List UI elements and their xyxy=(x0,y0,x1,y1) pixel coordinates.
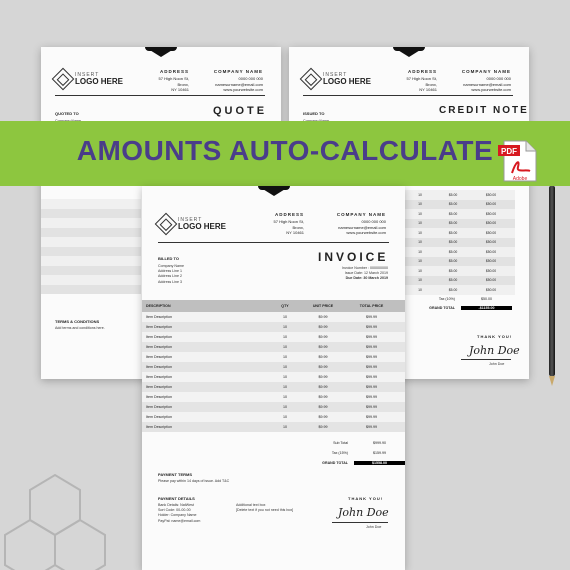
item-total-price: $99.99 xyxy=(366,405,377,409)
item-qty: 10 xyxy=(283,325,287,329)
company-line: www.yourwebsite.com xyxy=(471,87,511,93)
payment-terms-text: Please pay within 14 days of issue. Add T&C xyxy=(158,479,230,483)
payment-line: Holder: Company Name xyxy=(158,513,197,518)
item-total-price: $99.99 xyxy=(366,355,377,359)
item-total-price: $99.99 xyxy=(366,375,377,379)
item-unit-price: $9.99 xyxy=(318,425,328,429)
item-description: Item Description xyxy=(146,325,172,329)
item-unit-price: $5.00 xyxy=(448,221,458,226)
subtotal-row xyxy=(298,438,405,447)
company-line: namesurname@email.com xyxy=(215,81,263,87)
item-unit-price: $5.00 xyxy=(448,211,458,216)
item-qty: 10 xyxy=(418,249,422,254)
address-block xyxy=(397,69,437,93)
col-qty: QTY xyxy=(281,304,289,308)
item-qty: 10 xyxy=(283,385,287,389)
item-unit-price: $5.00 xyxy=(448,230,458,235)
due-date: Due Date: 30 March 2019 xyxy=(345,276,388,281)
thank-you-text: THANK YOU! xyxy=(477,334,513,339)
item-qty: 10 xyxy=(283,395,287,399)
item-total-price: $99.99 xyxy=(366,385,377,389)
tax-value: $50.00 xyxy=(481,296,492,301)
pdf-label: PDF xyxy=(501,147,517,156)
billed-to-label: BILLED TO xyxy=(158,256,180,261)
item-unit-price: $9.99 xyxy=(318,375,328,379)
billed-line: Address Line 3 xyxy=(158,279,182,284)
company-line: namesurname@email.com xyxy=(463,81,511,87)
table-row xyxy=(142,322,405,332)
item-description: Item Description xyxy=(146,405,172,409)
address-title: ADDRESS xyxy=(274,212,304,217)
item-qty: 10 xyxy=(418,268,422,273)
item-total-price: $99.99 xyxy=(366,425,377,429)
table-row xyxy=(142,422,405,432)
billed-to-block xyxy=(158,264,184,285)
grand-total-value: $1558.00 xyxy=(354,461,405,465)
logo-insert-text: INSERT xyxy=(75,71,100,78)
table-row xyxy=(142,352,405,362)
payment-details-label: PAYMENT DETAILS xyxy=(158,496,195,501)
logo-icon xyxy=(300,68,323,91)
company-line: www.yourwebsite.com xyxy=(346,230,386,236)
quote-table-fragment xyxy=(41,199,141,294)
billed-line: Address Line 1 xyxy=(158,269,182,274)
header-rule xyxy=(303,95,513,96)
invoice-number: Invoice Number : 000000000 xyxy=(341,266,388,270)
logo xyxy=(303,71,371,87)
table-row xyxy=(405,257,515,267)
grand-total-value: -$1155.00 xyxy=(461,306,512,310)
quote-title: QUOTE xyxy=(213,105,268,117)
signature: John Doe xyxy=(469,344,520,357)
table-row xyxy=(405,228,515,238)
item-qty: 10 xyxy=(283,315,287,319)
address-line: Bronx, xyxy=(177,81,189,87)
company-block xyxy=(322,212,386,236)
item-description: Item Description xyxy=(146,335,172,339)
item-total-price: $50.00 xyxy=(485,230,497,235)
table-row xyxy=(405,219,515,229)
pdf-file-icon xyxy=(496,139,540,183)
item-description: Item Description xyxy=(146,395,172,399)
item-qty: 10 xyxy=(418,240,422,245)
invoice-title: INVOICE xyxy=(318,250,389,264)
invoice-meta xyxy=(322,266,388,282)
grand-total-row xyxy=(298,458,405,467)
address-line: NY 10461 xyxy=(286,230,304,236)
logo xyxy=(55,71,123,87)
invoice-document xyxy=(142,186,405,570)
company-line: namesurname@email.com xyxy=(338,224,386,230)
item-unit-price: $9.99 xyxy=(318,385,328,389)
col-total-price: TOTAL PRICE xyxy=(359,304,384,308)
item-qty: 10 xyxy=(283,405,287,409)
item-qty: 10 xyxy=(418,287,422,292)
col-description: DESCRIPTION xyxy=(146,304,171,308)
table-row xyxy=(142,332,405,342)
item-unit-price: $9.99 xyxy=(318,415,328,419)
item-total-price: $99.99 xyxy=(366,335,377,339)
address-title: ADDRESS xyxy=(407,69,437,74)
address-line: NY 10461 xyxy=(419,87,437,93)
signature-rule xyxy=(461,359,511,360)
item-unit-price: $9.99 xyxy=(318,335,328,339)
signature-rule xyxy=(332,522,388,523)
address-title: ADDRESS xyxy=(159,69,189,74)
item-qty: 10 xyxy=(418,278,422,283)
item-qty: 10 xyxy=(283,365,287,369)
table-row xyxy=(405,238,515,248)
subtotal-value: $999.90 xyxy=(373,440,386,445)
table-row xyxy=(142,362,405,372)
item-qty: 10 xyxy=(418,230,422,235)
item-unit-price: $9.99 xyxy=(318,325,328,329)
item-qty: 10 xyxy=(418,202,422,207)
address-block xyxy=(260,212,304,236)
logo-icon xyxy=(52,68,75,91)
company-line: 0000 000 000 xyxy=(361,219,386,225)
item-description: Item Description xyxy=(146,385,172,389)
logo-insert-text: INSERT xyxy=(178,216,203,223)
item-qty: 10 xyxy=(283,415,287,419)
item-unit-price: $5.00 xyxy=(448,240,458,245)
subtotal-label: Sub Total xyxy=(333,440,348,445)
item-unit-price: $9.99 xyxy=(318,315,328,319)
header-rule xyxy=(55,95,265,96)
item-unit-price: $5.00 xyxy=(448,287,458,292)
table-row xyxy=(405,200,515,210)
extra-line: [Delete text if you not need this box] xyxy=(236,508,294,513)
item-description: Item Description xyxy=(146,345,172,349)
issue-date: Issue Date: 12 March 2019 xyxy=(344,271,388,276)
item-total-price: $99.99 xyxy=(366,395,377,399)
item-unit-price: $9.99 xyxy=(318,345,328,349)
item-total-price: $50.00 xyxy=(485,268,497,273)
item-total-price: $99.99 xyxy=(366,415,377,419)
logo-icon xyxy=(155,213,178,236)
address-line: 57 High Noon St, xyxy=(158,76,189,82)
company-block xyxy=(201,69,263,93)
item-unit-price: $9.99 xyxy=(318,405,328,409)
payment-line: PayPal: name@email.com xyxy=(158,518,201,523)
item-total-price: $50.00 xyxy=(485,287,497,292)
signer-name: John Doe xyxy=(489,362,505,366)
address-line: 57 High Noon St, xyxy=(273,219,304,225)
item-description: Item Description xyxy=(146,365,172,369)
extra-line: Additional text box xyxy=(236,503,266,507)
logo-insert-text: INSERT xyxy=(323,71,348,78)
item-total-price: $50.00 xyxy=(485,221,497,226)
item-unit-price: $5.00 xyxy=(448,268,458,273)
pen-decoration xyxy=(549,186,555,376)
address-line: Bronx, xyxy=(425,81,437,87)
terms-label: TERMS & CONDITIONS xyxy=(55,319,100,324)
credit-note-title: CREDIT NOTE xyxy=(439,105,529,116)
payment-terms-label: PAYMENT TERMS xyxy=(158,472,193,477)
table-header xyxy=(142,300,405,312)
table-row xyxy=(405,266,515,276)
item-description: Item Description xyxy=(146,425,172,429)
item-unit-price: $5.00 xyxy=(448,202,458,207)
credit-tax-row xyxy=(405,294,515,303)
tax-label: Tax (10%) xyxy=(438,296,455,301)
col-unit-price: UNIT PRICE xyxy=(312,304,334,308)
table-row xyxy=(405,276,515,286)
company-title: COMPANY NAME xyxy=(336,212,386,217)
grand-total-label: GRAND TOTAL xyxy=(322,460,348,465)
banner-headline: AMOUNTS AUTO-CALCULATE xyxy=(76,135,494,166)
item-unit-price: $5.00 xyxy=(448,259,458,264)
item-unit-price: $5.00 xyxy=(448,249,458,254)
item-total-price: $50.00 xyxy=(485,259,497,264)
item-total-price: $50.00 xyxy=(485,192,497,197)
logo xyxy=(158,216,226,232)
address-block xyxy=(149,69,189,93)
tax-row xyxy=(298,448,405,457)
table-row xyxy=(142,402,405,412)
quoted-to-label: QUOTED TO xyxy=(55,111,79,116)
table-row xyxy=(405,190,515,200)
pen-tip-decoration xyxy=(549,376,555,386)
issued-to-label: ISSUED TO xyxy=(303,111,325,116)
top-notch-triangle xyxy=(258,186,290,196)
payment-line: Sort Code: 00-00-00 xyxy=(158,508,191,513)
tax-value: $159.99 xyxy=(373,450,386,455)
item-qty: 10 xyxy=(418,211,422,216)
item-total-price: $99.99 xyxy=(366,325,377,329)
additional-text-box xyxy=(236,503,293,513)
company-block xyxy=(449,69,511,93)
top-notch-triangle xyxy=(145,47,177,57)
item-total-price: $99.99 xyxy=(366,345,377,349)
item-unit-price: $9.99 xyxy=(318,355,328,359)
item-total-price: $50.00 xyxy=(485,278,497,283)
table-row xyxy=(142,412,405,422)
item-unit-price: $5.00 xyxy=(448,192,458,197)
item-description: Item Description xyxy=(146,415,172,419)
address-line: Bronx, xyxy=(292,224,304,230)
item-total-price: $50.00 xyxy=(485,249,497,254)
payment-details-block xyxy=(158,503,200,524)
hexagon-pattern-decoration xyxy=(0,450,120,570)
invoice-items-table xyxy=(142,300,405,432)
table-row xyxy=(142,372,405,382)
company-line: www.yourwebsite.com xyxy=(223,87,263,93)
item-description: Item Description xyxy=(146,315,172,319)
header-rule xyxy=(158,242,389,243)
address-line: NY 10461 xyxy=(171,87,189,93)
billed-line: Company Name xyxy=(158,264,184,268)
item-qty: 10 xyxy=(418,221,422,226)
terms-text: Add terms and conditions here. xyxy=(55,326,105,330)
item-total-price: $50.00 xyxy=(485,211,497,216)
signature: John Doe xyxy=(338,506,389,519)
company-line: 0000 000 000 xyxy=(486,76,511,82)
item-total-price: $50.00 xyxy=(485,202,497,207)
item-description: Item Description xyxy=(146,355,172,359)
top-notch-triangle xyxy=(393,47,425,57)
credit-grand-row xyxy=(405,303,515,312)
item-qty: 10 xyxy=(283,425,287,429)
item-total-price: $99.99 xyxy=(366,315,377,319)
table-row xyxy=(405,209,515,219)
item-unit-price: $5.00 xyxy=(448,278,458,283)
table-row xyxy=(142,382,405,392)
company-line: 0000 000 000 xyxy=(238,76,263,82)
item-qty: 10 xyxy=(283,345,287,349)
company-title: COMPANY NAME xyxy=(213,69,263,74)
grand-total-label: GRAND TOTAL xyxy=(429,305,455,310)
address-line: 57 High Noon St, xyxy=(406,76,437,82)
billed-line: Address Line 2 xyxy=(158,274,182,279)
signer-name: John Doe xyxy=(366,525,382,529)
table-row xyxy=(142,392,405,402)
thank-you-text: THANK YOU! xyxy=(348,496,384,501)
pdf-brand-label: Adobe xyxy=(512,176,528,182)
item-description: Item Description xyxy=(146,375,172,379)
tax-label: Tax (15%) xyxy=(331,450,348,455)
logo-name-text: LOGO HERE xyxy=(178,221,227,231)
item-qty: 10 xyxy=(283,355,287,359)
credit-table xyxy=(405,190,515,295)
payment-line: Bank Details: NatWest xyxy=(158,503,194,507)
item-total-price: $99.99 xyxy=(366,365,377,369)
item-qty: 10 xyxy=(283,375,287,379)
table-row xyxy=(142,342,405,352)
item-unit-price: $9.99 xyxy=(318,365,328,369)
logo-name-text: LOGO HERE xyxy=(323,76,372,86)
table-row xyxy=(405,247,515,257)
logo-name-text: LOGO HERE xyxy=(75,76,124,86)
item-qty: 10 xyxy=(418,192,422,197)
company-title: COMPANY NAME xyxy=(461,69,511,74)
item-qty: 10 xyxy=(418,259,422,264)
item-unit-price: $9.99 xyxy=(318,395,328,399)
item-qty: 10 xyxy=(283,335,287,339)
item-total-price: $50.00 xyxy=(485,240,497,245)
table-row xyxy=(142,312,405,322)
